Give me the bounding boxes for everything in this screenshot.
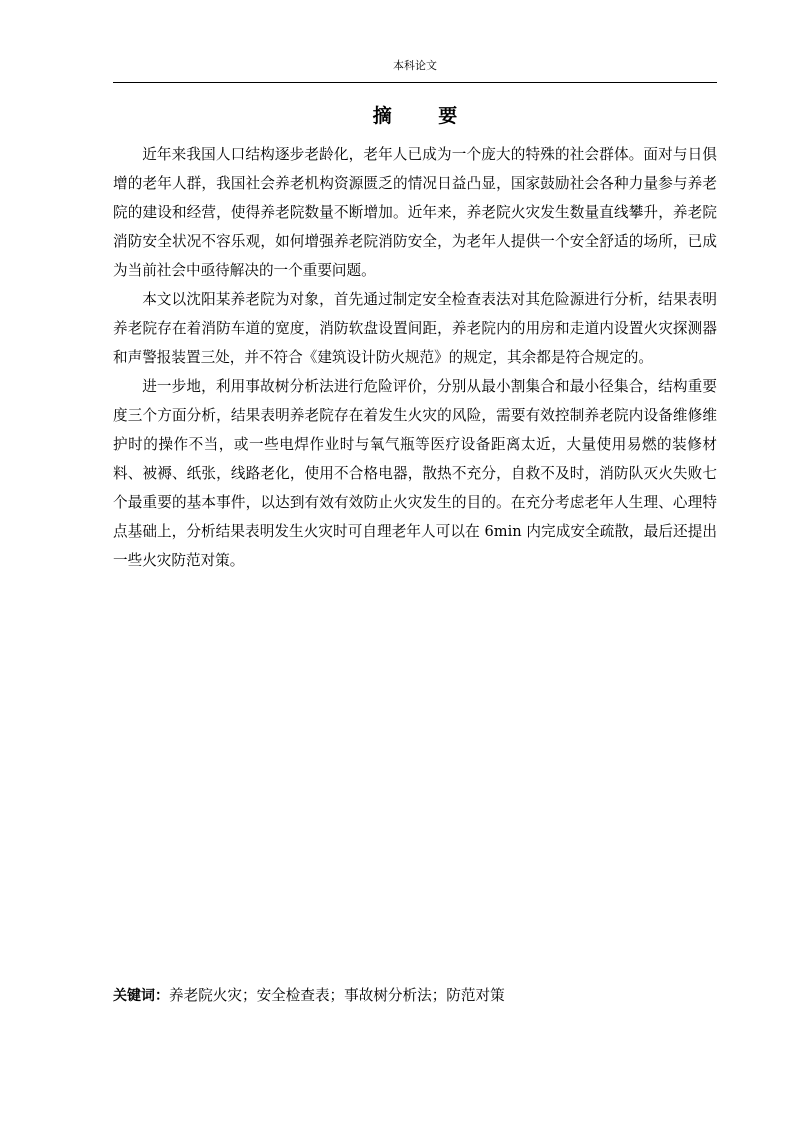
keywords-line <box>113 984 717 1008</box>
running-header <box>113 58 717 82</box>
header-rule <box>113 82 717 83</box>
abstract-paragraph-2: 本文以沈阳某养老院为对象，首先通过制定安全检查表法对其危险源进行分析，结果表明养老院存在着消防车道的宽度，消防软盘设置间距，养老院内的用房和走道内设置火灾探测器和声警报装置三处，并不符合《建筑设计防火规范》的规定，其余都是符合规定的。 <box>113 291 717 366</box>
running-title: 本科论文 <box>393 59 437 72</box>
keywords-value: 养老院火灾；安全检查表；事故树分析法；防范对策 <box>169 987 505 1004</box>
abstract-body <box>113 140 717 575</box>
abstract-title: 摘 要 <box>372 105 478 127</box>
abstract-paragraph-3: 进一步地，利用事故树分析法进行危险评价，分别从最小割集合和最小径集合，结构重要度三个方面分析，结果表明养老院存在着发生火灾的风险，需要有效控制养老院内设备维修维护时的操作不当，或一些电焊作业时与氧气瓶等医疗设备距离太近，大量使用易燃的装修材料、被褥、纸张，线路老化，使用不合格电器，散热不充分，自救不及时，消防队灭火失败七个最重要的基本事件，以达到有效有效防止火灾发生的目的。在充分考虑老年人生理、心理特点基础上，分析结果表明发生火灾时可自理老年人可以在 6min 内完成安全疏散，最后还提出一些火灾防范对策。 <box>113 378 717 569</box>
keywords-label: 关键词： <box>113 988 169 1004</box>
abstract-paragraph-1: 近年来我国人口结构逐步老龄化，老年人已成为一个庞大的特殊的社会群体。面对与日俱增的老年人群，我国社会养老机构资源匮乏的情况日益凸显，国家鼓励社会各种力量参与养老院的建设和经营，使得养老院数量不断增加。近年来，养老院火灾发生数量直线攀升，养老院消防安全状况不容乐观，如何增强养老院消防安全，为老年人提供一个安全舒适的场所，已成为当前社会中亟待解决的一个重要问题。 <box>113 146 717 279</box>
